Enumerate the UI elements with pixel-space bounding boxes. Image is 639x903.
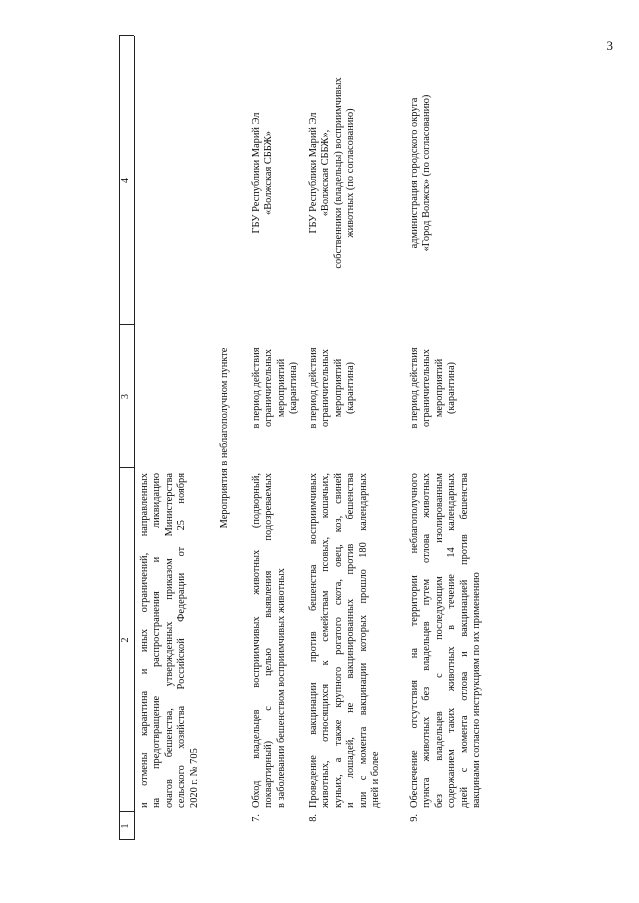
text-line: Обеспечение отсутствия на территории неблагополучного: [409, 473, 420, 808]
section-title: Мероприятия в неблагополучном пункте: [219, 347, 230, 529]
text-line: ГБУ Республики Марий Эл: [251, 112, 262, 234]
header-col-3: 3: [120, 394, 131, 399]
text-line: ГБУ Республики Марий Эл: [308, 112, 319, 234]
row-number: 9.: [409, 814, 420, 822]
text-line: «Волжская СББЖ»: [263, 131, 275, 215]
text-line: в заболевании бешенством восприимчивых животных: [275, 568, 287, 808]
text-line: вакцинами согласно инструкциям по их применению: [471, 572, 483, 808]
period-text: [251, 333, 301, 443]
measure-text: [409, 473, 484, 808]
text-line: мероприятий (карантина): [275, 358, 300, 418]
text-line: дней и более: [370, 751, 382, 808]
row-number: 8.: [308, 814, 319, 822]
text-line: ограничительных: [421, 349, 433, 427]
header-col-1: 1: [120, 823, 131, 829]
text-line: на предотвращение распространения и ликвидацию: [151, 473, 163, 808]
text-line: содержанием таких животных в течение 14 календарных: [446, 473, 458, 808]
header-col-4: 4: [120, 178, 131, 183]
period-text: [308, 333, 358, 443]
text-line: ограничительных: [320, 349, 332, 427]
measures-table: [119, 36, 495, 840]
text-line: животных (по согласованию): [345, 108, 357, 238]
text-line: мероприятий (карантина): [332, 358, 357, 418]
text-line: в период действия: [409, 347, 420, 429]
responsible-text: [251, 38, 276, 308]
text-line: «Волжская СББЖ»,: [320, 129, 332, 217]
measure-text: [251, 473, 288, 808]
text-line: дней с момента отлова и вакцинацией против бешенства: [458, 473, 470, 808]
page-number: 3: [606, 38, 613, 53]
text-line: в период действия: [251, 347, 262, 429]
text-line: без владельцев с последующим изолированным: [433, 473, 445, 808]
text-line: поквартирный) с целью выявления подозреваемых: [263, 473, 275, 808]
text-line: ограничительных: [263, 349, 275, 427]
text-line: сельского хозяйства Российской Федерации от 25 ноября: [176, 473, 188, 808]
responsible-text: [308, 38, 358, 308]
text-line: и отмены карантина и иных ограничений, направленных: [139, 473, 150, 808]
period-text: [409, 333, 459, 443]
text-line: животных, относящихся к семействам псовых, кошачьих,: [320, 473, 332, 808]
text-line: администрация городского округа: [409, 97, 420, 249]
text-line: и лошадей, не вакцинированных против бешенства: [345, 473, 357, 808]
header-col-2: 2: [120, 637, 131, 643]
text-line: «Город Волжск» (по согласованию): [421, 94, 433, 252]
text-line: или с момента вакцинации которых прошло 180 календарных: [357, 473, 369, 808]
measure-text: [308, 473, 383, 808]
row-number: 7.: [251, 814, 262, 822]
responsible-text: [409, 38, 434, 308]
text-line: в период действия: [308, 347, 319, 429]
continuation-text: [139, 473, 201, 808]
text-line: куньих, а также крупного рогатого скота, овец, коз, свиней: [332, 473, 344, 808]
text-line: собственники (владельцы) восприимчивых: [332, 77, 344, 269]
table-header-border: [134, 36, 135, 840]
text-line: пункта животных без владельцев путем отлова животных: [421, 473, 433, 808]
text-line: мероприятий (карантина): [433, 358, 458, 418]
text-line: очагов бешенства, утвержденных приказом Министерства: [163, 473, 175, 808]
text-line: 2020 г. № 705: [188, 748, 200, 808]
text-line: Обход владельцев восприимчивых животных (подворный,: [251, 473, 262, 808]
text-line: Проведение вакцинации против бешенства восприимчивых: [308, 473, 319, 808]
